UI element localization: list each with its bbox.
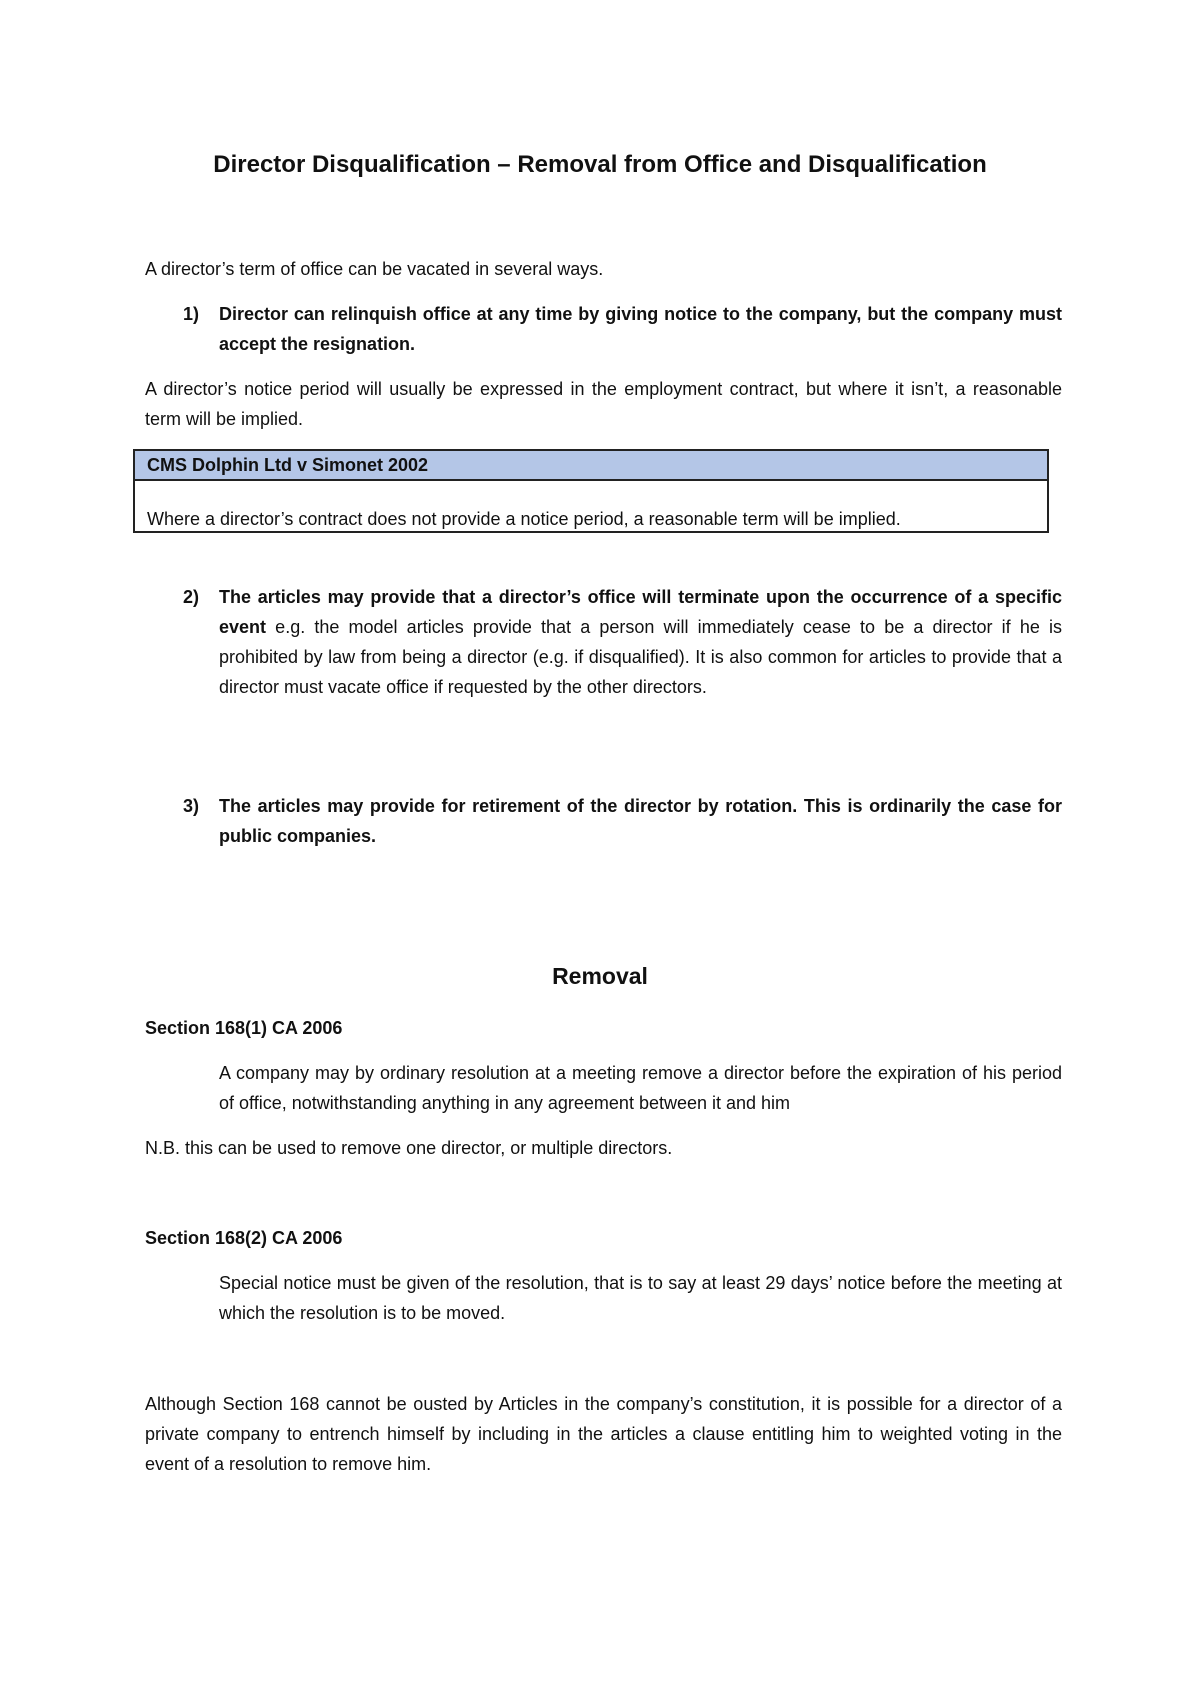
section-168-2-text: Special notice must be given of the resolution, that is to say at least 29 days’ notice before the meeting at which the resolution is to be moved.	[219, 1273, 1062, 1323]
list-item-bold-text: The articles may provide that a director’s office will terminate upon the occurrence of a specific event	[219, 587, 1062, 637]
list-item-1	[145, 299, 1062, 359]
list-item-text: Director can relinquish office at any time by giving notice to the company, but the company must accept the resignation.	[219, 304, 1062, 354]
nb-paragraph: N.B. this can be used to remove one director, or multiple directors.	[145, 1138, 673, 1158]
case-box	[133, 449, 1049, 533]
removal-heading: Removal	[552, 963, 648, 989]
list-number: 2)	[183, 587, 200, 607]
list-number: 1)	[183, 304, 200, 324]
closing-paragraph: Although Section 168 cannot be ousted by Articles in the company’s constitution, it is possible for a director of a private company to entrench himself by including in the articles a clause entitling him to weighted voting in the event of a resolution to remove him.	[145, 1394, 1062, 1474]
case-name: CMS Dolphin Ltd v Simonet 2002	[135, 451, 1047, 481]
notice-paragraph: A director’s notice period will usually be expressed in the employment contract, but where it isn’t, a reasonable term will be implied.	[145, 379, 1062, 429]
section-168-2-heading: Section 168(2) CA 2006	[145, 1228, 343, 1248]
list-number: 3)	[183, 796, 200, 816]
list-item-text	[219, 582, 1062, 702]
case-summary: Where a director’s contract does not provide a notice period, a reasonable term will be implied.	[147, 509, 901, 529]
section-168-1-text: A company may by ordinary resolution at a meeting remove a director before the expiration of his period of office, notwithstanding anything in any agreement between it and him	[219, 1063, 1062, 1113]
list-item-text: The articles may provide for retirement of the director by rotation. This is ordinarily the case for public companies.	[219, 796, 1062, 846]
document-title: Director Disqualification – Removal from Office and Disqualification	[213, 151, 987, 178]
intro-paragraph: A director’s term of office can be vacated in several ways.	[145, 259, 604, 279]
list-item-3	[145, 791, 1062, 851]
list-item-2	[145, 582, 1062, 732]
section-168-1-heading: Section 168(1) CA 2006	[145, 1018, 343, 1038]
list-item-rest-text: e.g. the model articles provide that a person will immediately cease to be a director if he is prohibited by law from being a director (e.g. if disqualified). It is also common for articles to provide that a director must vacate office if requested by the other directors.	[219, 617, 1062, 697]
